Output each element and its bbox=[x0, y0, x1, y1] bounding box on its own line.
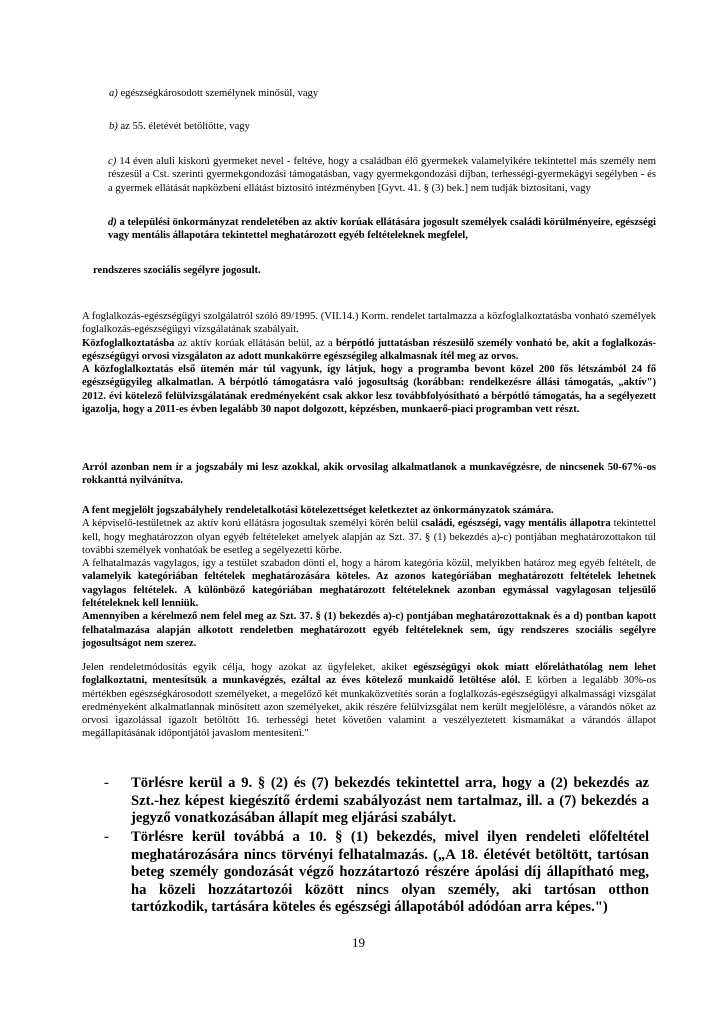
item-c-label: c) bbox=[108, 156, 117, 167]
paragraph-3-bold-c: valamelyik kategóriában feltételek meghatározására köteles. Az azonos kategóriában meghatározott feltételek lehetnek vagylagos feltételek. A különböző kategóriában meghatározott feltételeknek azonban egymással vagylagosan teljesülő feltételeknek kell lenniük. bbox=[82, 571, 656, 610]
bullet-1-mark: - bbox=[104, 775, 109, 791]
paragraph-1-bold-b: bérpótló juttatásban részesülő személy vonható be, akit a foglalkozás-egészségügyi orvosi vizsgálaton az adott munkakörre egészségileg alkalmasnak ítél meg az orvos. bbox=[82, 337, 656, 362]
paragraph-1-bold-c: A közfoglalkoztatás első ütemén már túl vagyunk, így látjuk, hogy a programba bevont közel 200 fős létszámból 24 fő egészségügyileg alkalmatlan. A bérpótló támogatásra való jogosultság (korábban: rendelkezésre állási támogatás, „aktív") 2012. évi kötelező felülvizsgálatának eredményeként csak akkor lesz továbbfolyósítható a bérpótló támogatás, ha a segélyezett igazolja, hogy a 2011-es évben legalább 30 napot dolgozott, képzésben, munkaerő-piaci programban vett részt. bbox=[82, 364, 656, 416]
paragraph-3-bold-d: Amennyiben a kérelmező nem felel meg az Szt. 37. § (1) bekezdés a)-c) pontjában meghatározottaknak és a d) pontban kapott felhatalmazása alapján alkotott rendeletben meghatározott egyéb feltételeknek sem, úgy rendszeres szociális segélyre jogosultságot nem szerez. bbox=[82, 611, 656, 649]
paragraph-3-text-c: A felhatalmazás vagylagos, így a testület szabadon dönti el, hogy a három kategória közül, melyikben határoz meg egyéb feltételt, de bbox=[82, 558, 656, 570]
paragraph-3-bold-a: A fent megjelölt jogszabályhely rendeletalkotási kötelezettséget keletkeztet az önkormányzatok számára. bbox=[82, 505, 554, 516]
item-a-label: a) bbox=[109, 88, 118, 99]
paragraph-1 bbox=[82, 310, 656, 416]
bullet-1-text: Törlésre kerül a 9. § (2) és (7) bekezdés tekintettel arra, hogy a (2) bekezdés az Szt.-hez képest kiegészítő érdemi szabályozást nem tartalmaz, ill. a (7) bekezdés a jegyző vonatkozásában állapít meg eljárási szabályt. bbox=[131, 775, 649, 827]
item-b bbox=[109, 120, 641, 133]
paragraph-3-text-a: A képviselő-testületnek az aktív korú ellátásra jogosultak személyi körén belül bbox=[82, 518, 422, 530]
paragraph-2: Arról azonban nem ír a jogszabály mi lesz azokkal, akik orvosilag alkalmatlanok a munkavégzésre, de nincsenek 50-67%-os rokkanttá nyilvánítva. bbox=[82, 462, 656, 487]
paragraph-1-text: A foglalkozás-egészségügyi szolgálatról szóló 89/1995. (VII.14.) Korm. rendelet tartalmazza a közfoglalkoztatásba vonható személyek foglalkozás-egészségügyi vizsgálatának szabályait. bbox=[82, 311, 656, 336]
paragraph-3-text-b: tekintettel kell, hogy meghatározzon olyan egyéb feltételeket amelyek alapján az Szt. 37. § (1) bekezdés a)-c) pontjában meghatározottakon túl további személyek vonhatóak be esetleg a segélyezetti körbe. bbox=[82, 518, 656, 556]
closing-line: rendszeres szociális segélyre jogosult. bbox=[93, 265, 261, 276]
paragraph-4-text-a: Jelen rendeletmódosítás egyik célja, hogy azokat az ügyfeleket, akiket bbox=[82, 662, 414, 673]
item-b-label: b) bbox=[109, 121, 118, 132]
item-b-text: az 55. életévét betöltötte, vagy bbox=[117, 121, 250, 132]
item-d-text: a települési önkormányzat rendeletében az aktív korúak ellátására jogosult személyek családi körülményeire, egészségi vagy mentális állapotára tekintettel meghatározott egyéb feltételeknek megfelel, bbox=[108, 217, 656, 242]
paragraph-3 bbox=[82, 504, 656, 650]
bullet-2-text: Törlésre kerül továbbá a 10. § (1) bekezdés, mivel ilyen rendeleti előfeltétel meghatározására nincs törvényi felhatalmazás. („A 18. életévét betöltött, tartósan beteg személy gondozását végző hozzátartozó részére ápolási díj állapítható meg, ha közeli hozzátartozói között nincs olyan személy, aki tartósan otthon tartózkodik, tartására köteles és egészségi állapotából adódóan arra képes.") bbox=[131, 829, 649, 916]
paragraph-4 bbox=[82, 661, 656, 741]
item-c-text: 14 éven aluli kiskorú gyermeket nevel - feltéve, hogy a családban élő gyermekek valamelyikére tekintettel más személy nem részesül a Cst. szerinti gyermekgondozási támogatásban, vagy gyermekgondozási díjban, terhességi-gyermekágyi segélyben - és a gyermek ellátását napközbeni ellátást biztosító intézményben [Gyvt. 41. § (3) bek.] nem tudják biztosítani, vagy bbox=[108, 156, 656, 194]
item-d-label: d) bbox=[108, 217, 117, 228]
paragraph-3-bold-b: családi, egészségi, vagy mentális állapotra bbox=[421, 518, 611, 530]
paragraph-1-bold-a: Közfoglalkoztatásba bbox=[82, 337, 175, 349]
item-a bbox=[109, 87, 641, 100]
bullet-2-mark: - bbox=[104, 829, 109, 845]
page-number: 19 bbox=[352, 935, 365, 950]
item-c bbox=[108, 155, 656, 195]
paragraph-1-text-b: az aktív korúak ellátásán belül, az a bbox=[174, 337, 337, 349]
paragraph-4-text-b: E körben a legalább 30%-os mértékben egészségkárosodott személyeket, a megelőző két munkaközvetítés során a foglalkozás-egészségügyi alkalmassági vizsgálat eredményeként alkalmatlannak minősített azon személyeket, akik részére felülvizsgálat nem került megjelölésre, a várandós nőket az orvosi igazolással igazolt betöltött 16. terhességi hetet követően valamint a veszélyeztetett kismamákat a várandós állapot megállapításának időpontjától javaslom mentesíteni." bbox=[82, 675, 656, 740]
paragraph-4-bold: egészségügyi okok miatt előreláthatólag nem lehet foglalkoztatni, mentesítsük a munkavégzés, ezáltal az éves kötelező munkaidő letöltése alól. bbox=[82, 662, 656, 687]
item-d bbox=[108, 216, 656, 243]
item-a-text: egészségkárosodott személynek minősül, vagy bbox=[117, 88, 319, 99]
